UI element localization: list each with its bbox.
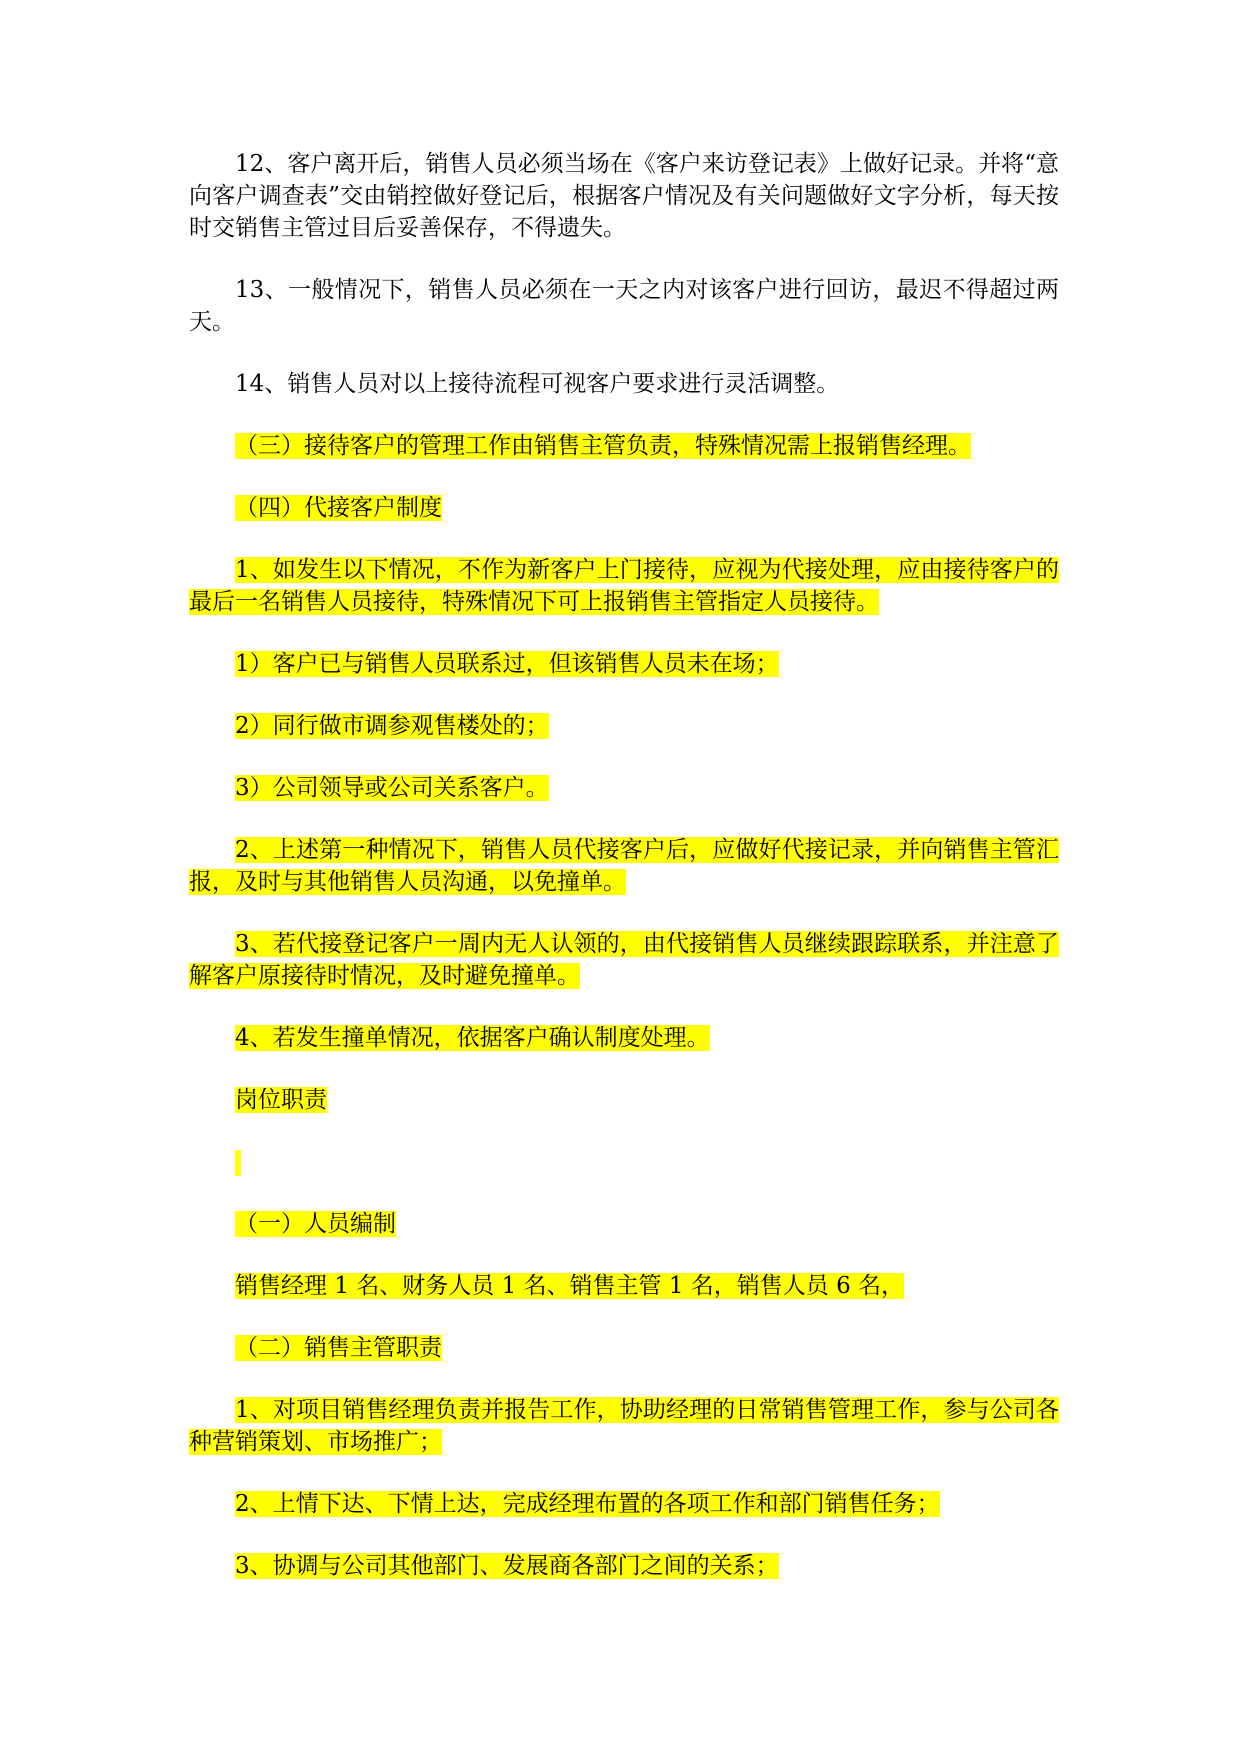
document-body [189,148,1059,1582]
rule-item-4: 4、若发生撞单情况，依据客户确认制度处理。 [235,1025,710,1051]
sub-item-2: 2）同行做市调参观售楼处的； [235,713,549,739]
staffing-line: 销售经理 1 名、财务人员 1 名、销售主管 1 名，销售人员 6 名， [235,1273,905,1299]
paragraph-item-12: 12、客户离开后，销售人员必须当场在《客户来访登记表》上做好记录。并将“意向客户调查表”交由销控做好登记后，根据客户情况及有关问题做好文字分析，每天按时交销售主管过目后妥善保存，不得遗失。 [189,151,1059,241]
empty-highlight-line [189,1146,1059,1178]
section-heading-3: （三）接待客户的管理工作由销售主管负责，特殊情况需上报销售经理。 [235,433,971,459]
paragraph-item-14: 14、销售人员对以上接待流程可视客户要求进行灵活调整。 [235,371,840,397]
rule-item-2: 2、上述第一种情况下，销售人员代接客户后，应做好代接记录，并向销售主管汇报，及时与其他销售人员沟通，以免撞单。 [189,837,1059,895]
sub-item-3: 3）公司领导或公司关系客户。 [235,775,549,801]
rule-item-1: 1、如发生以下情况，不作为新客户上门接待，应视为代接处理，应由接待客户的最后一名销售人员接待，特殊情况下可上报销售主管指定人员接待。 [189,557,1059,615]
section-heading-duties: 岗位职责 [235,1087,327,1113]
section-heading-1: （一）人员编制 [235,1211,396,1237]
duty-item-1: 1、对项目销售经理负责并报告工作，协助经理的日常销售管理工作，参与公司各种营销策划、市场推广； [189,1397,1059,1455]
section-heading-4: （四）代接客户制度 [235,495,442,521]
paragraph-item-13: 13、一般情况下，销售人员必须在一天之内对该客户进行回访，最迟不得超过两天。 [189,277,1059,335]
duty-item-3: 3、协调与公司其他部门、发展商各部门之间的关系； [235,1553,779,1579]
rule-item-3: 3、若代接登记客户一周内无人认领的，由代接销售人员继续跟踪联系，并注意了解客户原接待时情况，及时避免撞单。 [189,931,1059,989]
highlight-marker [235,1150,241,1176]
sub-item-1: 1）客户已与销售人员联系过，但该销售人员未在场； [235,651,779,677]
duty-item-2: 2、上情下达、下情上达，完成经理布置的各项工作和部门销售任务； [235,1491,940,1517]
section-heading-2: （二）销售主管职责 [235,1335,442,1361]
